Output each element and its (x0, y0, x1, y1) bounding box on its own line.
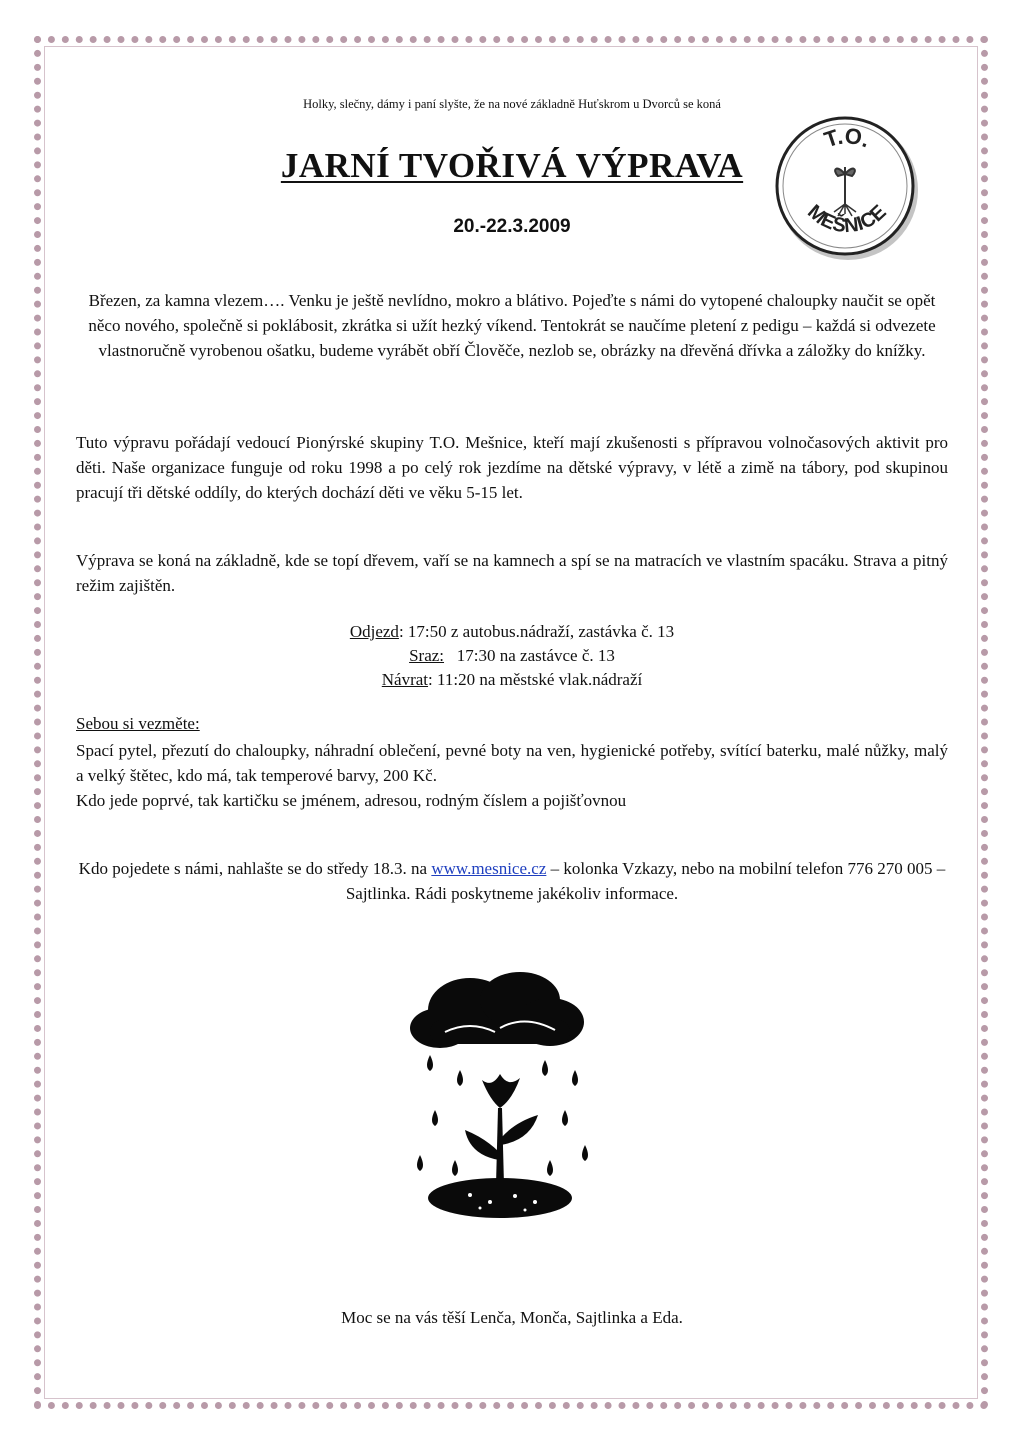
base-paragraph: Výprava se koná na základně, kde se topí dřevem, vaří se na kamnech a spí se na matracích ve vlastním spacáku. Strava a pitný režim zajištěn. (76, 551, 948, 595)
logo-top-text: T.O. (821, 122, 874, 153)
contact-text-after: – kolonka Vzkazy, nebo na mobilní telefon 776 270 005 – Sajtlinka. Rádi poskytneme jakékoliv informace. (345, 859, 946, 903)
return-label: Návrat (381, 670, 429, 689)
first-timers-note: Kdo jede poprvé, tak kartičku se jménem, adresou, rodným číslem a pojišťovnou (76, 791, 627, 810)
bring-heading: Sebou si vezměte: (76, 714, 200, 733)
contact-paragraph (76, 856, 948, 906)
schedule (0, 620, 1024, 692)
meet-value: 17:30 na zastávce č. 13 (444, 646, 615, 665)
contact-text-before: Kdo pojedete s námi, nahlašte se do středy 18.3. na (78, 859, 432, 878)
logo-bottom-text: MEŠNICE (803, 200, 891, 238)
departure-value: : 17:50 z autobus.nádraží, zastávka č. 13 (398, 622, 675, 641)
event-date: 20.-22.3.2009 (453, 216, 571, 237)
rain-cloud-flower-icon (400, 970, 600, 1230)
organizers-paragraph: Tuto výpravu pořádají vedoucí Pionýrské skupiny T.O. Mešnice, kteří mají zkušenosti s přípravou volnočasových aktivit pro děti. Naše organizace funguje od roku 1998 a po celý rok jezdíme na dětské výpravy, v létě a zimě na tábory, pod skupinou pracují tři dětské oddíly, do kterých dochází děti ve věku 5-15 let. (76, 433, 948, 502)
departure-label: Odjezd (349, 622, 399, 641)
page-title: JARNÍ TVOŘIVÁ VÝPRAVA (280, 146, 744, 185)
to-mesnice-logo (772, 112, 922, 262)
signoff: Moc se na vás těší Lenča, Monča, Sajtlinka a Eda. (341, 1308, 683, 1327)
intro-paragraph: Březen, za kamna vlezem…. Venku je ještě nevlídno, mokro a blátivo. Pojeďte s námi do vytopené chaloupky naučit se opět něco nového, společně si poklábosit, zkrátka si užít hezký víkend. Tentokrát se naučíme pletení z pedigu – každá si odvezete vlastnoručně vyrobenou ošatku, budeme vyrábět obří Člověče, nezlob se, obrázky na dřevěná dřívka a záložky do knížky. (88, 291, 936, 360)
meet-label: Sraz: (409, 646, 445, 665)
schedule-meet (0, 644, 1024, 668)
schedule-departure (0, 620, 1024, 644)
return-value: : 11:20 na městské vlak.nádraží (428, 670, 643, 689)
schedule-return (0, 668, 1024, 692)
website-link[interactable]: www.mesnice.cz (431, 859, 547, 878)
intro-line: Holky, slečny, dámy i paní slyšte, že na nové základně Huťskrom u Dvorců se koná (303, 97, 721, 111)
bring-items: Spací pytel, přezutí do chaloupky, náhradní oblečení, pevné boty na ven, hygienické potřeby, svítící baterku, malé nůžky, malý a velký štětec, kdo má, tak temperové barvy, 200 Kč. (76, 741, 948, 785)
